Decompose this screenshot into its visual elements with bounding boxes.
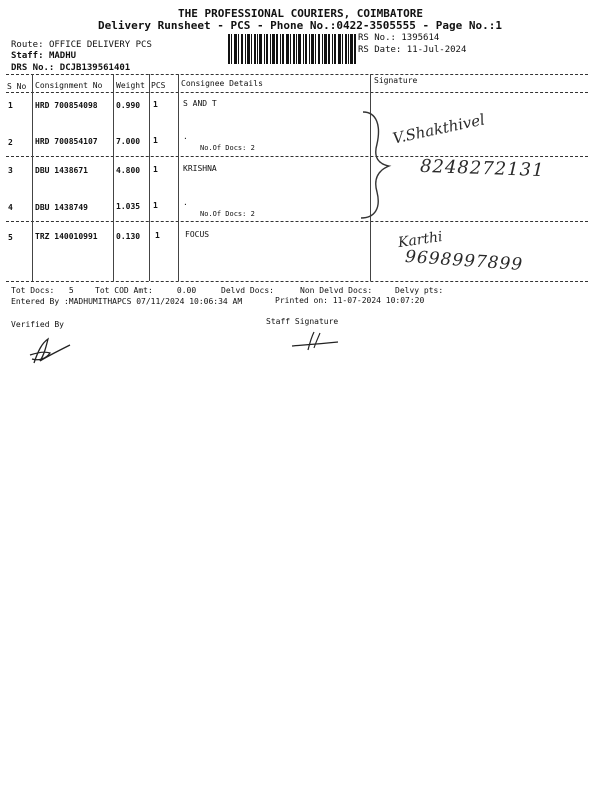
column-divider (149, 74, 150, 281)
non-delvd-docs-label: Non Delvd Docs: (300, 286, 373, 295)
row-4-consignment: DBU 1438749 (35, 203, 88, 212)
row-1-weight: 0.990 (116, 101, 141, 110)
drs-label: DRS No.: (11, 63, 55, 73)
row-1-consignee: S AND T (183, 99, 217, 108)
staff-label: Staff: (11, 51, 44, 61)
row-2-docs: No.Of Docs: 2 (200, 144, 255, 152)
tot-cod-value: 0.00 (176, 286, 197, 295)
row-2-sno: 2 (8, 138, 13, 147)
verified-by-label: Verified By (11, 320, 64, 329)
col-header-weight: Weight (116, 81, 145, 90)
row-5-weight: 0.130 (116, 232, 141, 241)
row-2-weight: 7.000 (116, 137, 141, 146)
runsheet-subtitle: Delivery Runsheet - PCS - Phone No.:0422-3505555 - Page No.:1 (98, 19, 502, 32)
delvy-pts-label: Delvy pts: (395, 286, 444, 295)
tot-cod-label: Tot COD Amt: (95, 286, 153, 295)
signature-2-name: Karthi (397, 228, 444, 252)
row-4-pcs: 1 (153, 201, 158, 210)
delvd-docs-label: Delvd Docs: (221, 286, 274, 295)
rs-no-value: 1395614 (401, 33, 440, 43)
row-3-sno: 3 (8, 166, 13, 175)
col-header-consignment: Consignment No (35, 81, 103, 90)
rs-date-label: RS Date: (358, 45, 402, 55)
row-2-consignee: . (183, 132, 188, 141)
drs-value: DCJB139561401 (59, 63, 131, 73)
row-3-weight: 4.800 (116, 166, 141, 175)
route-line (11, 40, 152, 50)
row-5-pcs: 1 (155, 231, 160, 240)
route-label: Route: (11, 40, 44, 50)
drs-line (11, 63, 130, 73)
row-separator (6, 221, 588, 222)
rs-date-line (358, 45, 466, 55)
col-header-sno: S No (7, 82, 27, 91)
row-2-consignment: HRD 700854107 (35, 137, 98, 146)
row-1-sno: 1 (8, 101, 13, 110)
column-divider (178, 74, 179, 281)
verified-signature-scribble (24, 333, 76, 367)
printed-on: Printed on: 11-07-2024 10:07:20 (275, 296, 425, 305)
row-5-consignment: TRZ 140010991 (35, 232, 98, 241)
row-separator (6, 156, 588, 157)
row-2-pcs: 1 (153, 136, 158, 145)
row-4-weight: 1.035 (116, 202, 141, 211)
entered-by: Entered By :MADHUMITHAPCS 07/11/2024 10:06:34 AM (11, 297, 243, 306)
col-header-pcs: PCS (151, 81, 166, 90)
table-top-rule (6, 74, 588, 75)
table-bottom-rule (6, 281, 588, 282)
column-divider (113, 74, 114, 281)
row-4-sno: 4 (8, 203, 13, 212)
header-bottom-rule (6, 92, 588, 93)
rs-no-label: RS No.: (358, 33, 396, 43)
row-1-consignment: HRD 700854098 (35, 101, 98, 110)
col-header-consignee: Consignee Details (181, 79, 263, 88)
row-4-docs: No.Of Docs: 2 (200, 210, 255, 218)
tot-docs-value: 5 (68, 286, 74, 295)
rs-date-value: 11-Jul-2024 (406, 45, 467, 55)
tot-cod (95, 286, 196, 295)
staff-line (11, 51, 76, 61)
row-3-consignee: KRISHNA (183, 164, 217, 173)
row-5-sno: 5 (8, 233, 13, 242)
col-header-signature: Signature (374, 76, 418, 85)
route-value: OFFICE DELIVERY PCS (48, 40, 152, 50)
signature-2-phone: 9698997899 (404, 246, 524, 276)
tot-docs (11, 286, 74, 295)
rs-no-line (358, 33, 439, 43)
company-title: THE PROFESSIONAL COURIERS, COIMBATORE (178, 7, 424, 20)
staff-signature-label: Staff Signature (266, 317, 339, 326)
row-3-consignment: DBU 1438671 (35, 166, 88, 175)
column-divider (32, 74, 33, 281)
brace-mark (355, 108, 415, 223)
row-5-consignee: FOCUS (185, 230, 210, 239)
row-3-pcs: 1 (153, 165, 158, 174)
row-4-consignee: . (183, 198, 188, 207)
barcode (228, 34, 356, 64)
row-1-pcs: 1 (153, 100, 158, 109)
signature-1-phone: 8248272131 (419, 155, 545, 182)
staff-value: MADHU (48, 51, 77, 61)
staff-signature-scribble (290, 330, 342, 352)
tot-docs-label: Tot Docs: (11, 286, 55, 295)
signature-1-name: V.Shakthivel (391, 110, 487, 148)
